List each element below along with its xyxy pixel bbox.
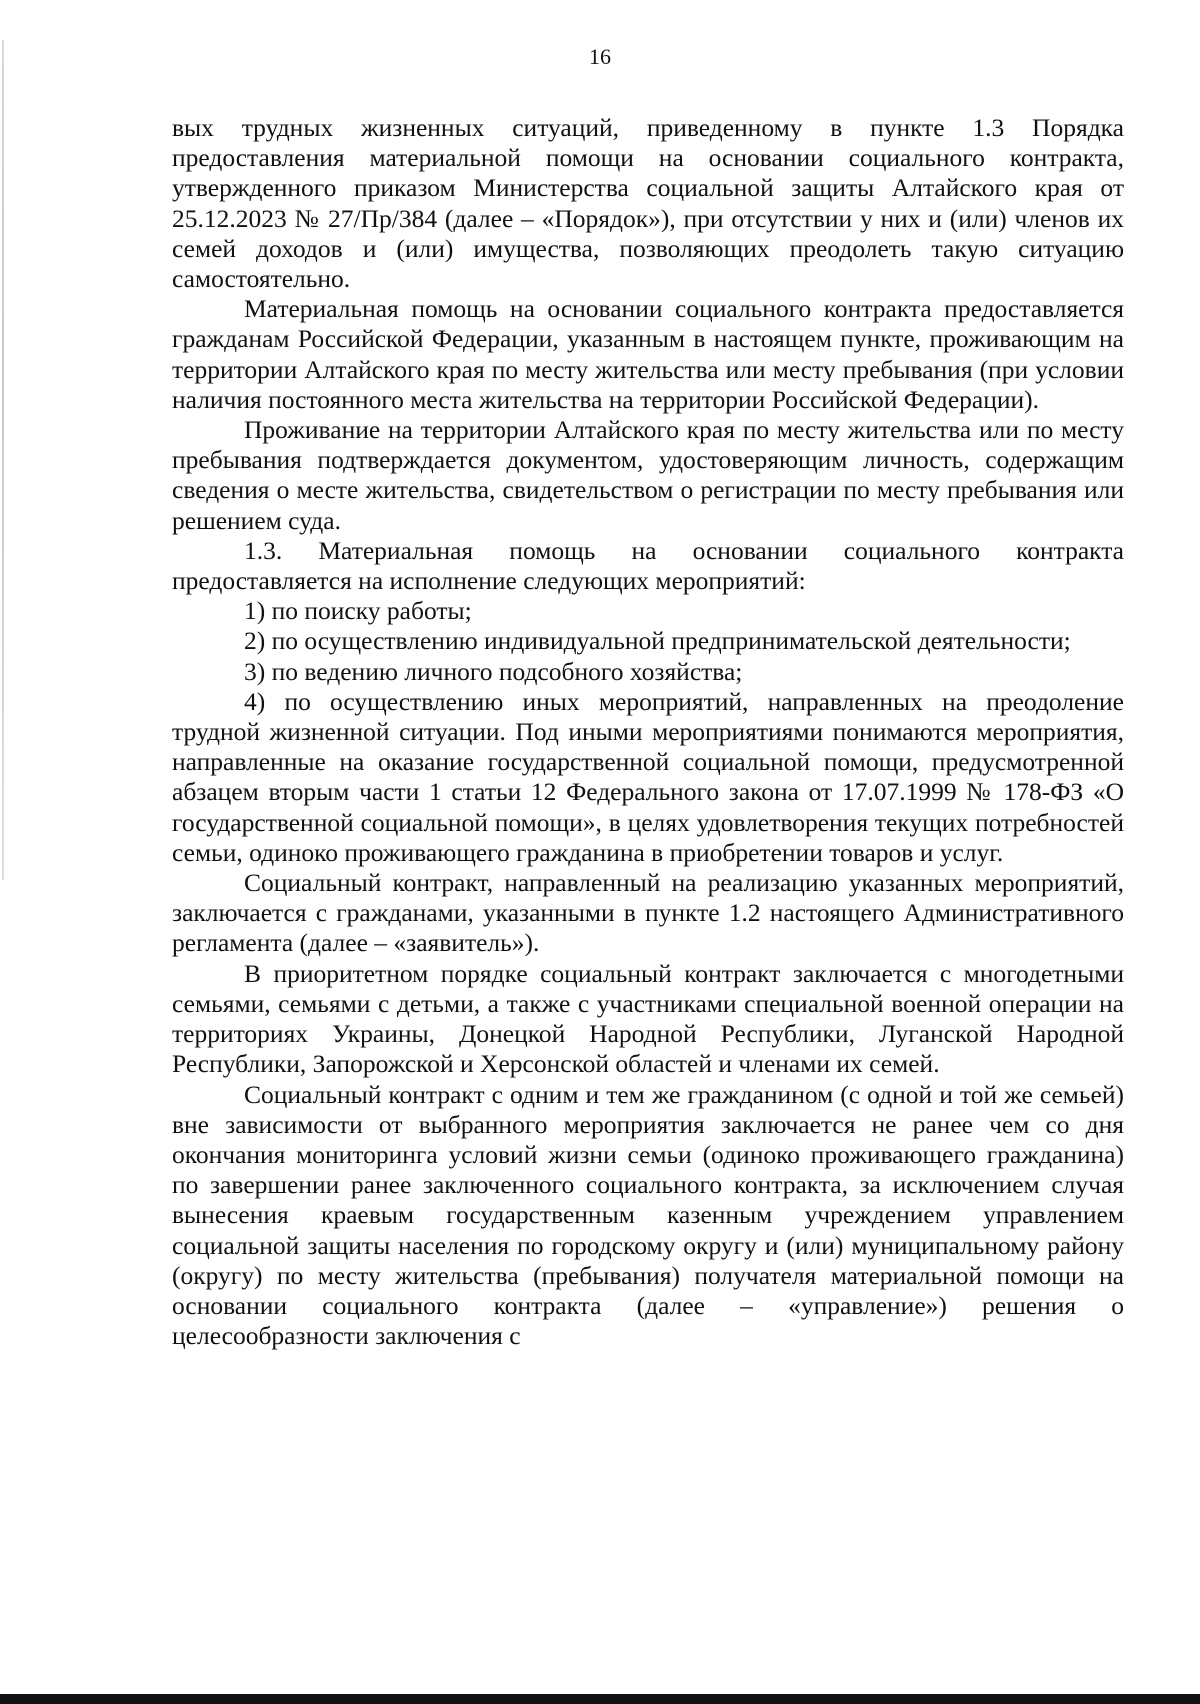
list-item-2: 2) по осуществлению индивидуальной предпринимательской деятельности; <box>244 626 1071 656</box>
paragraph-1: Материальная помощь на основании социального контракта предоставляется гражданам Российской Федерации, указанным в настоящем пункте, проживающим на территории Алтайского края по месту жительства или месту пребывания (при условии наличия постоянного места жительства на территории Российской Федерации). <box>172 294 1124 414</box>
paragraph-3: 1.3. Материальная помощь на основании социального контракта предоставляется на исполнение следующих мероприятий: <box>172 535 1124 596</box>
page-number: 16 <box>589 44 611 69</box>
bottom-scan-border <box>0 1694 1200 1704</box>
list-item-1: 1) по поиску работы; <box>244 596 472 626</box>
list-item-3: 3) по ведению личного подсобного хозяйства; <box>244 656 743 686</box>
paragraph-8: Социальный контракт, направленный на реализацию указанных мероприятий, заключается с гражданами, указанными в пункте 1.2 настоящего Административного регламента (далее – «заявитель»). <box>172 868 1124 958</box>
paragraph-10: Социальный контракт с одним и тем же гражданином (с одной и той же семьей) вне зависимости от выбранного мероприятия заключается не ранее чем со дня окончания мониторинга условий жизни семьи (одиноко проживающего гражданина) по завершении ранее заключенного социального контракта, за исключением случая вынесения краевым государственным казенным учреждением управлением социальной защиты населения по городскому округу и (или) муниципальному району (округу) по месту жительства (пребывания) получателя материальной помощи на основании социального контракта (далее – «управление») решения о целесообразности заключения с <box>172 1079 1124 1351</box>
paragraph-2: Проживание на территории Алтайского края по месту жительства или по месту пребывания подтверждается документом, удостоверяющим личность, содержащим сведения о месте жительства, свидетельством о регистрации по месту пребывания или решением суда. <box>172 415 1124 535</box>
document-body <box>172 113 1124 1351</box>
scan-edge-artifact <box>2 40 4 880</box>
paragraph-0: вых трудных жизненных ситуаций, приведенному в пункте 1.3 Порядка предоставления материальной помощи на основании социального контракта, утвержденного приказом Министерства социальной защиты Алтайского края от 25.12.2023 № 27/Пр/384 (далее – «Порядок»), при отсутствии у них и (или) членов их семей доходов и (или) имущества, позволяющих преодолеть такую ситуацию самостоятельно. <box>172 113 1124 294</box>
paragraph-9: В приоритетном порядке социальный контракт заключается с многодетными семьями, семьями с детьми, а также с участниками специальной военной операции на территориях Украины, Донецкой Народной Республики, Луганской Народной Республики, Запорожской и Херсонской областей и членами их семей. <box>172 958 1124 1079</box>
list-item-4: 4) по осуществлению иных мероприятий, направленных на преодоление трудной жизненной ситуации. Под иными мероприятиями понимаются мероприятия, направленные на оказание государственной социальной помощи, предусмотренной абзацем вторым части 1 статьи 12 Федерального закона от 17.07.1999 № 178-ФЗ «О государственной социальной помощи», в целях удовлетворения текущих потребностей семьи, одиноко проживающего гражданина в приобретении товаров и услуг. <box>172 686 1124 867</box>
